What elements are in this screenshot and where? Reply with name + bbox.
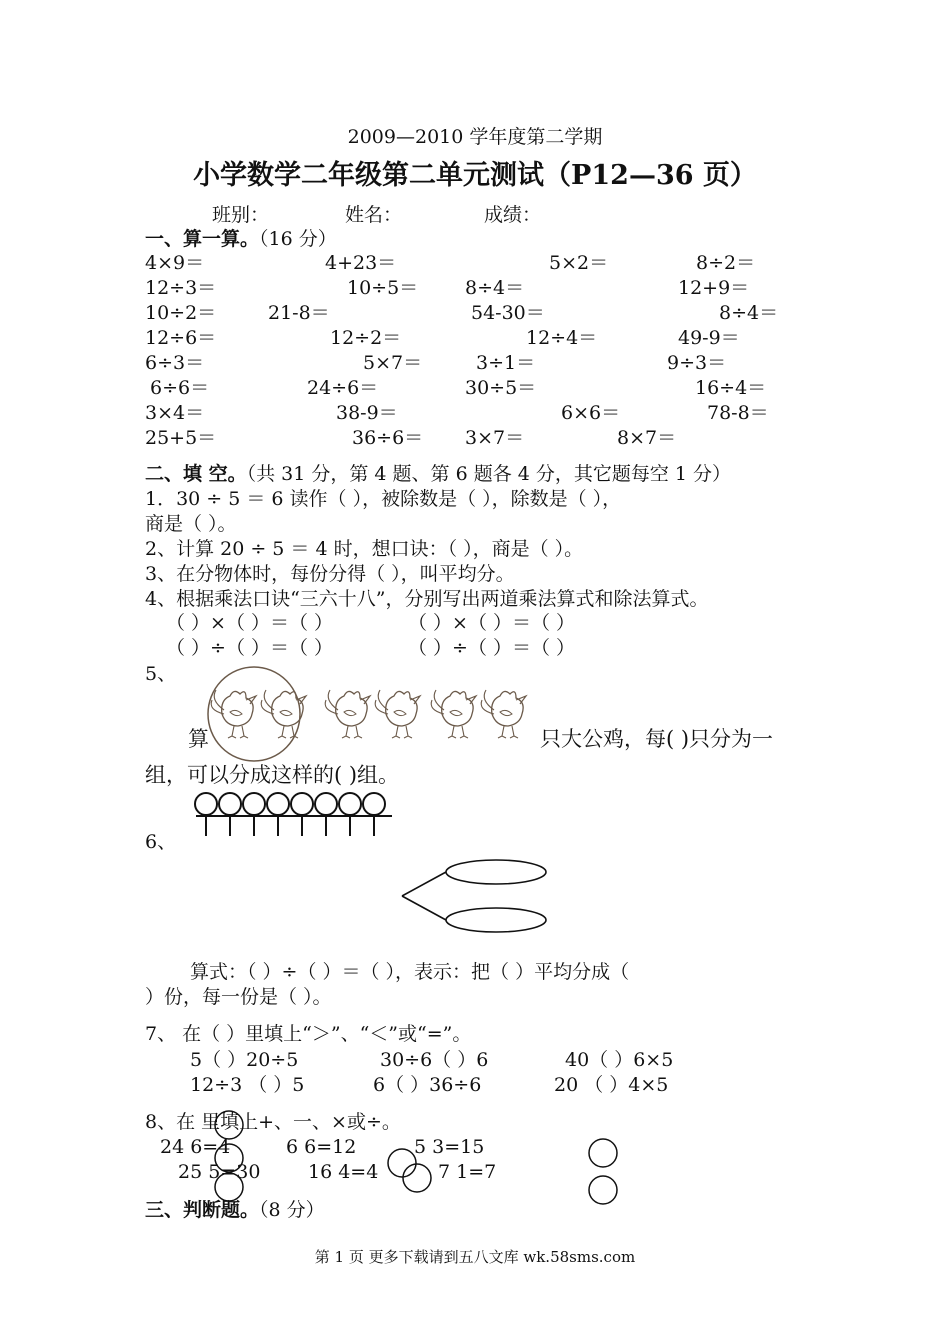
q5-line1-right: 只大公鸡，每( )只分为一 (540, 727, 774, 751)
calc-item: 3×7＝ (465, 427, 525, 449)
calc-item: 5×7＝ (363, 352, 423, 374)
calc-item: 12÷4＝ (526, 327, 598, 349)
calc-item: 8÷4＝ (465, 277, 525, 299)
q7-item: 40（ ）6×5 (565, 1049, 674, 1071)
q7-item: 30÷6（ ）6 (380, 1049, 489, 1071)
calc-item: 21-8＝ (268, 302, 330, 324)
calc-item: 12÷2＝ (330, 327, 402, 349)
calc-item: 38-9＝ (336, 402, 398, 424)
q4-div-a: （ ）÷（ ）＝（ ） (166, 637, 334, 659)
calc-item: 25+5＝ (145, 427, 217, 449)
calc-item: 54-30＝ (471, 302, 545, 324)
calc-item: 10÷5＝ (347, 277, 419, 299)
calc-item: 6÷3＝ (145, 352, 205, 374)
operator-blank-circle[interactable] (215, 1111, 243, 1139)
q7-item: 12÷3 （ ）5 (190, 1074, 305, 1096)
q8-item: 16 4=4 (308, 1161, 379, 1183)
section2-heading: 二、填 空。 (145, 463, 247, 485)
q8-item: 24 6=4 (160, 1136, 231, 1158)
q7-item: 6（ ）36÷6 (373, 1074, 482, 1096)
question-1b: 商是（ ）。 (145, 513, 237, 535)
section3-points: （8 分） (259, 1199, 325, 1221)
q5-line1-left: 算 (188, 727, 209, 751)
calc-item: 12+9＝ (678, 277, 750, 299)
name-label: 姓名： (345, 204, 403, 226)
question-5-label: 5、 (145, 663, 177, 685)
page-footer: 第 1 页 更多下载请到五八文库 wk.58sms.com (314, 1248, 636, 1266)
operator-blank-circle[interactable] (589, 1139, 617, 1167)
q8-item: 7 1=7 (438, 1161, 497, 1183)
question-2: 2、计算 20 ÷ 5 ＝ 4 时，想口诀：（ ），商是（ ）。 (145, 538, 584, 560)
page-title: 小学数学二年级第二单元测试（P12—36 页） (193, 160, 757, 191)
calc-item: 4×9＝ (145, 252, 205, 274)
calc-item: 16÷4＝ (695, 377, 767, 399)
operator-blank-circle[interactable] (215, 1173, 243, 1201)
q4-mul-a: （ ）×（ ）＝（ ） (166, 612, 334, 634)
question-4: 4、根据乘法口诀“三六十八”，分别写出两道乘法算式和除法算式。 (145, 588, 709, 610)
calc-item: 4+23＝ (325, 252, 397, 274)
section2-points: （共 31 分，第 4 题、第 6 题各 4 分，其它题每空 1 分） (246, 463, 732, 485)
operator-blank-circle[interactable] (215, 1144, 243, 1172)
calc-item: 6×6＝ (561, 402, 621, 424)
score-label: 成绩： (484, 204, 542, 226)
q8-item: 5 3=15 (414, 1136, 485, 1158)
calc-item: 5×2＝ (549, 252, 609, 274)
q7-item: 5（ ）20÷5 (190, 1049, 299, 1071)
section3-heading-line (145, 1199, 325, 1221)
calc-item: 78-8＝ (707, 402, 769, 424)
class-label: 班别： (212, 204, 270, 226)
calc-item: 30÷5＝ (465, 377, 537, 399)
operator-blank-circle[interactable] (388, 1149, 416, 1177)
question-3: 3、在分物体时，每份分得（ ），叫平均分。 (145, 563, 515, 585)
q6-line2: ）份，每一份是（ ）。 (145, 986, 332, 1008)
calc-item: 9÷3＝ (667, 352, 727, 374)
operator-blank-circle[interactable] (589, 1176, 617, 1204)
calc-item: 6÷6＝ (150, 377, 210, 399)
question-8: 8、在 里填上+、一、×或÷。 (145, 1111, 401, 1133)
calc-item: 12÷6＝ (145, 327, 217, 349)
question-6-label: 6、 (145, 831, 177, 853)
operator-blank-circle[interactable] (403, 1164, 431, 1192)
q4-div-b: （ ）÷（ ）＝（ ） (408, 637, 576, 659)
calc-item: 3×4＝ (145, 402, 205, 424)
section1-heading: 一、算一算。 (145, 228, 260, 250)
q6-line1: 算式：（ ）÷（ ）＝（ ），表示：把（ ）平均分成（ (190, 961, 630, 983)
section1-points: （16 分） (259, 228, 337, 250)
section3-heading: 三、判断题。 (145, 1199, 260, 1221)
q4-mul-b: （ ）×（ ）＝（ ） (408, 612, 576, 634)
year-line: 2009—2010 学年度第二学期 (347, 126, 603, 148)
question-1a: 1．30 ÷ 5 ＝ 6 读作（ ），被除数是（ ），除数是（ ）， (145, 488, 622, 510)
calc-item: 12÷3＝ (145, 277, 217, 299)
calc-item: 36÷6＝ (352, 427, 424, 449)
q8-item: 25 5=30 (178, 1161, 261, 1183)
calc-item: 24÷6＝ (307, 377, 379, 399)
calc-item: 8÷2＝ (696, 252, 756, 274)
calc-item: 10÷2＝ (145, 302, 217, 324)
calc-item: 3÷1＝ (476, 352, 536, 374)
q8-item: 6 6=12 (286, 1136, 357, 1158)
question-7: 7、 在（ ）里填上“＞”、“＜”或“=”。 (145, 1023, 472, 1045)
q5-line2: 组，可以分成这样的( )组。 (145, 763, 400, 787)
q7-item: 20 （ ）4×5 (554, 1074, 669, 1096)
calc-item: 49-9＝ (678, 327, 740, 349)
calc-item: 8÷4＝ (719, 302, 779, 324)
calc-item: 8×7＝ (617, 427, 677, 449)
